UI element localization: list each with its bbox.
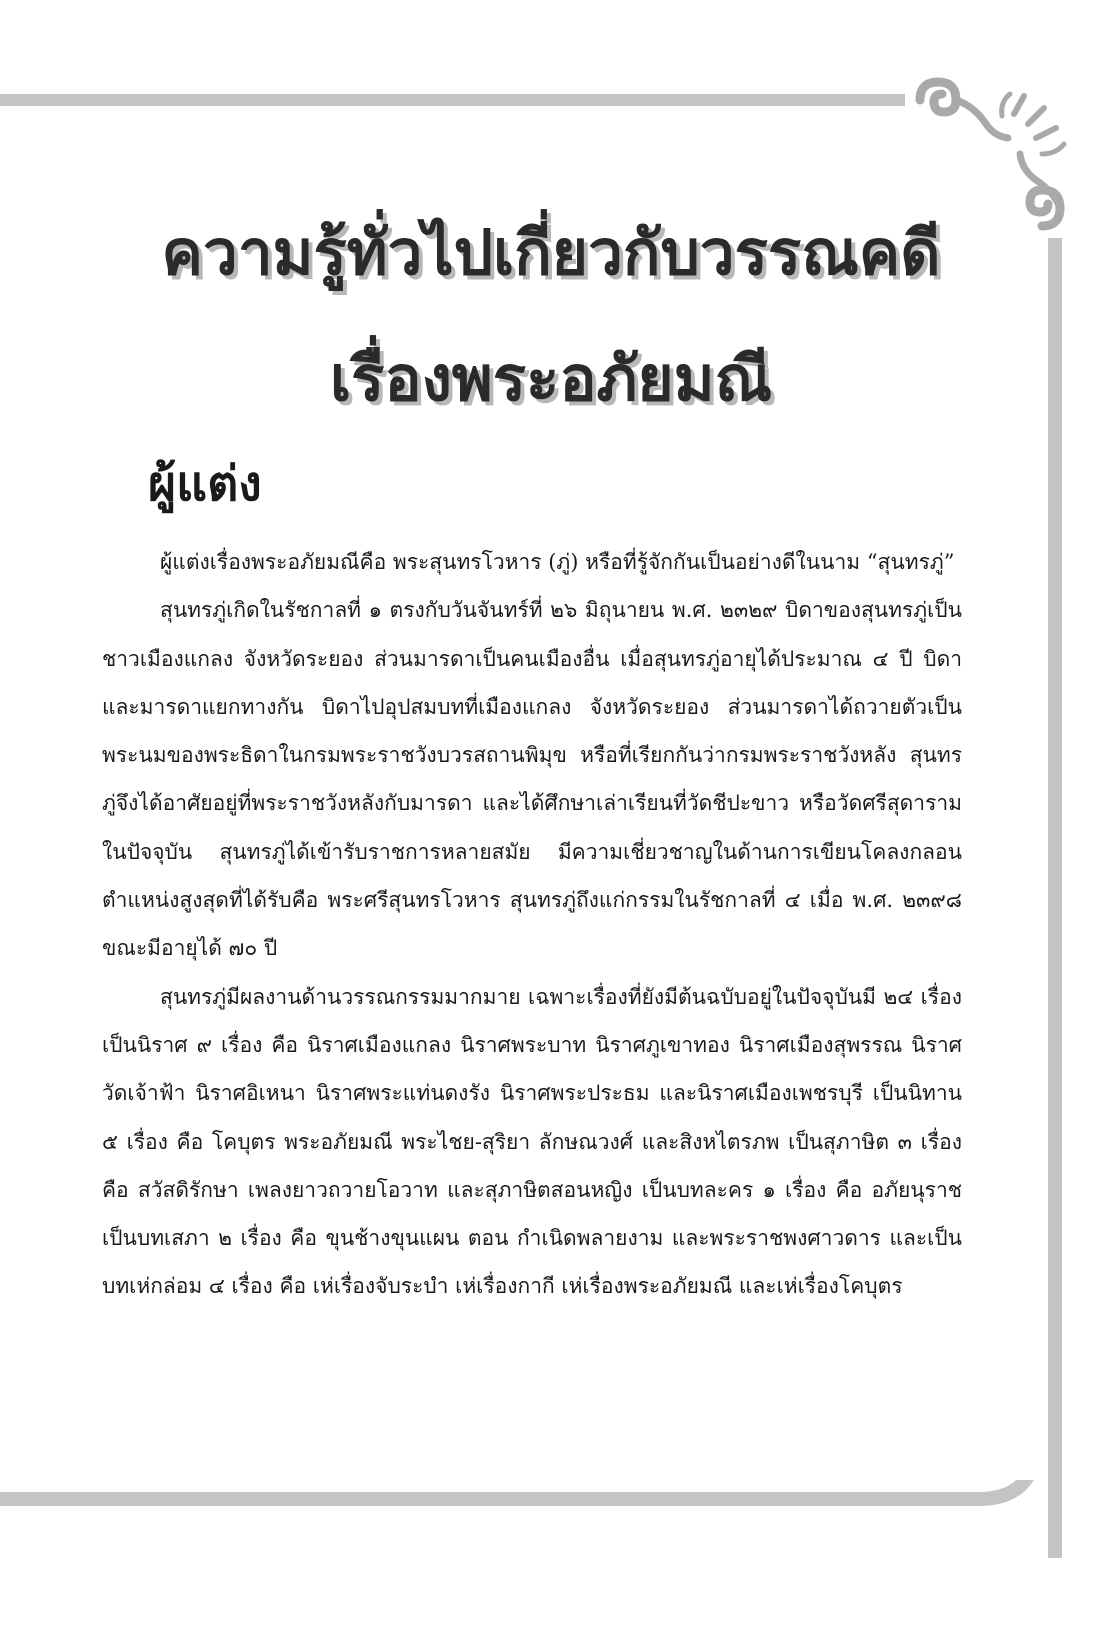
paragraph-3: สุนทรภู่มีผลงานด้านวรรณกรรมมากมาย เฉพาะเรื่องที่ยังมีต้นฉบับอยู่ในปัจจุบันมี ๒๔ เรื่อง เป็นนิราศ ๙ เรื่อง คือ นิราศเมืองแกลง นิราศพระบาท นิราศภูเขาทอง นิราศเมืองสุพรรณ นิราศวัดเจ้าฟ้า นิราศอิเหนา นิราศพระแท่นดงรัง นิราศพระประธม และนิราศเมืองเพชรบุรี เป็นนิทาน ๕ เรื่อง คือ โคบุตร พระอภัยมณี พระไชย-สุริยา ลักษณวงศ์ และสิงหไตรภพ เป็นสุภาษิต ๓ เรื่อง คือ สวัสดิรักษา เพลงยาวถวายโอวาท และสุภาษิตสอนหญิง เป็นบทละคร ๑ เรื่อง คือ อภัยนุราช เป็นบทเสภา ๒ เรื่อง คือ ขุนช้างขุนแผน ตอน กำเนิดพลายงาม และพระราชพงศาวดาร และเป็นบทเห่กล่อม ๔ เรื่อง คือ เห่เรื่องจับระบำ เห่เรื่องกากี เห่เรื่องพระอภัยมณี และเห่เรื่องโคบุตร xyxy=(102,984,962,1299)
section-heading: ผู้แต่ง xyxy=(148,456,262,512)
paragraph-1: ผู้แต่งเรื่องพระอภัยมณีคือ พระสุนทรโวหาร (ภู่) หรือที่รู้จักกันเป็นอย่างดีในนาม “สุนทรภู่” xyxy=(160,550,955,574)
body-text xyxy=(102,538,962,1311)
paragraph-2: สุนทรภู่เกิดในรัชกาลที่ ๑ ตรงกับวันจันทร์ที่ ๒๖ มิถุนายน พ.ศ. ๒๓๒๙ บิดาของสุนทรภู่เป็นชาวเมืองแกลง จังหวัดระยอง ส่วนมารดาเป็นคนเมืองอื่น เมื่อสุนทรภู่อายุได้ประมาณ ๔ ปี บิดาและมารดาแยกทางกัน บิดาไปอุปสมบทที่เมืองแกลง จังหวัดระยอง ส่วนมารดาได้ถวายตัวเป็นพระนมของพระธิดาในกรมพระราชวังบวรสถานพิมุข หรือที่เรียกกันว่ากรมพระราชวังหลัง สุนทรภู่จึงได้อาศัยอยู่ที่พระราชวังหลังกับมารดา และได้ศึกษาเล่าเรียนที่วัดชีปะขาว หรือวัดศรีสุดารามในปัจจุบัน สุนทรภู่ได้เข้ารับราชการหลายสมัย มีความเชี่ยวชาญในด้านการเขียนโคลงกลอน ตำแหน่งสูงสุดที่ได้รับคือ พระศรีสุนทรโวหาร สุนทรภู่ถึงแก่กรรมในรัชกาลที่ ๔ เมื่อ พ.ศ. ๒๓๙๘ ขณะมีอายุได้ ๗๐ ปี xyxy=(102,598,962,961)
document-title-line-1: ความรู้ทั่วไปเกี่ยวกับวรรณคดี xyxy=(161,216,941,289)
document-title-line-2: เรื่องพระอภัยมณี xyxy=(329,342,773,415)
page-frame-bottom-corner xyxy=(0,1480,1062,1590)
page-frame-top-border xyxy=(0,94,905,106)
page-frame-right-border xyxy=(1048,238,1062,1558)
